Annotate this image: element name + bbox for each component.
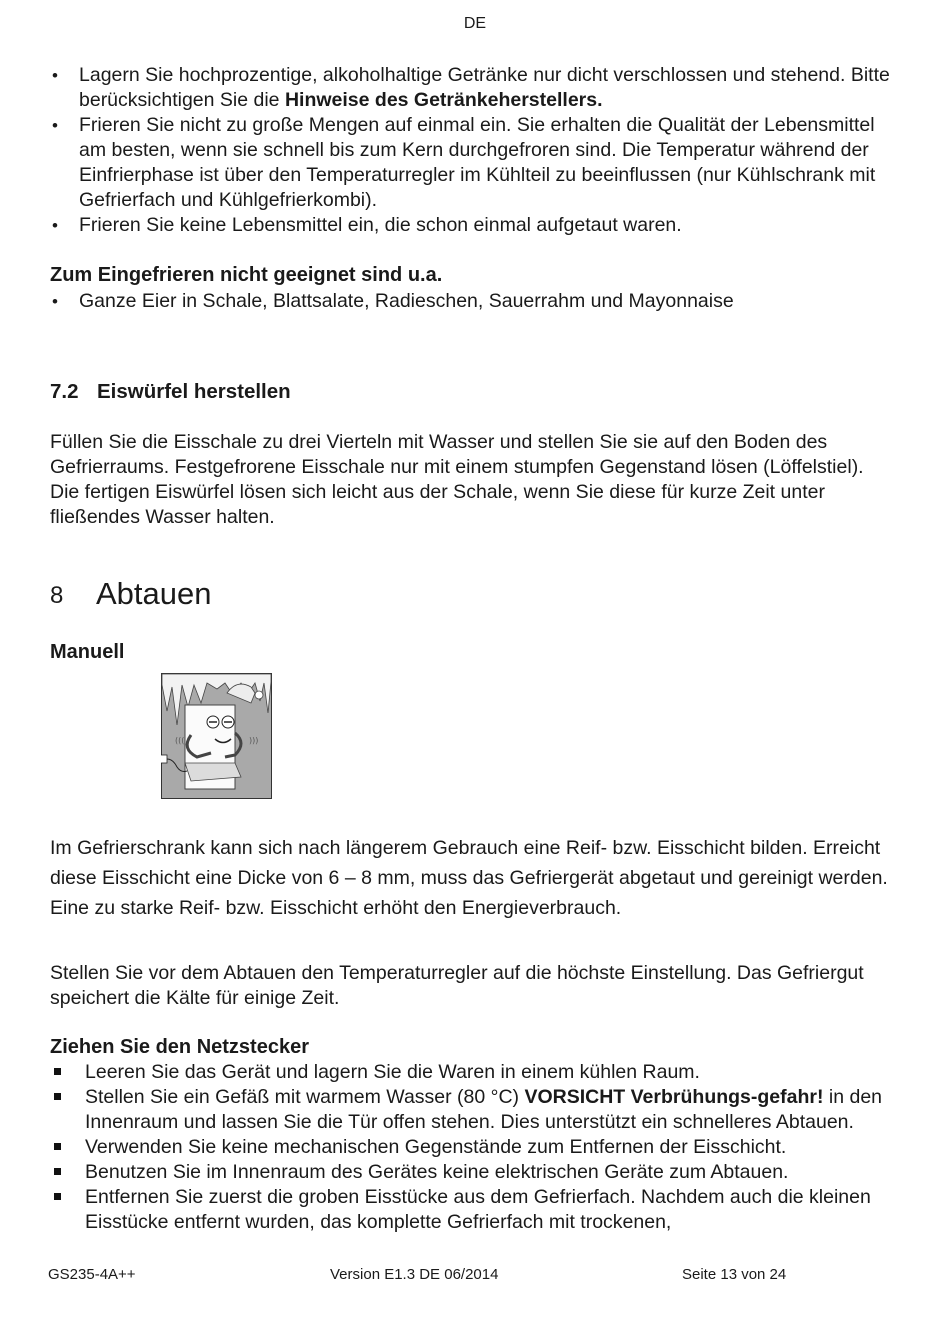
list-item [50, 1060, 890, 1085]
list-item-text: Leeren Sie das Gerät und lagern Sie die Waren in einem kühlen Raum. [85, 1061, 700, 1083]
frozen-freezer-illustration [161, 673, 272, 799]
section-number: 7.2 [50, 380, 79, 403]
list-item-text: Lagern Sie hochprozentige, alkoholhaltige Getränke nur dicht verschlossen und stehend. Bitte berücksichtigen Sie die [79, 64, 890, 111]
list-item-text: Verwenden Sie keine mechanischen Gegenstände zum Entfernen der Eisschicht. [85, 1136, 787, 1158]
storage-tips-list [50, 63, 890, 238]
list-item-text: Stellen Sie ein Gefäß mit warmem Wasser (80 °C) [85, 1086, 525, 1108]
not-suitable-list [50, 289, 890, 314]
defrost-steps-list [50, 1060, 890, 1235]
section-body: Füllen Sie die Eisschale zu drei Vierteln mit Wasser und stellen Sie sie auf den Boden des Gefrierraums. Festgefrorene Eisschale nur mit einem stumpfen Gegenstand lösen (Löffelstiel). Die fertigen Eiswürfel lösen sich leicht aus der Schale, wenn Sie diese für kurze Zeit unter fließendes Wasser halten. [50, 431, 864, 528]
list-item [50, 1135, 890, 1160]
svg-text:(((: ((( [175, 736, 185, 745]
list-item [50, 113, 890, 213]
frost-info-paragraph: Im Gefrierschrank kann sich nach längerem Gebrauch eine Reif- bzw. Eisschicht bilden. Erreicht diese Eisschicht eine Dicke von 6 – 8 mm, muss das Gefriergerät abgetaut und gereinigt werden. Eine zu starke Reif- bzw. Eisschicht erhöht den Energieverbrauch. [50, 837, 888, 919]
footer-page-number: Seite 13 von 24 [682, 1266, 787, 1283]
list-item-text: in den Innenraum und lassen Sie die Tür offen stehen. Dies unterstützt ein schnelleres Abtauen. [85, 1086, 883, 1133]
footer-model: GS235-4A++ [48, 1266, 136, 1283]
list-item [50, 213, 890, 238]
thermostat-paragraph: Stellen Sie vor dem Abtauen den Temperaturregler auf die höchste Einstellung. Das Gefriergut speichert die Kälte für einige Zeit. [50, 962, 864, 1009]
not-suitable-heading: Zum Eingefrieren nicht geeignet sind u.a. [50, 264, 443, 286]
list-item-text: Benutzen Sie im Innenraum des Gerätes keine elektrischen Geräte zum Abtauen. [85, 1161, 789, 1183]
list-item-text: Frieren Sie keine Lebensmittel ein, die schon einmal aufgetaut waren. [79, 214, 682, 236]
manual-subheading: Manuell [50, 641, 125, 663]
chapter-title: Abtauen [96, 576, 212, 611]
warning-text: VORSICHT Verbrühungs-gefahr! [524, 1086, 824, 1108]
list-item [50, 63, 890, 113]
list-item-text: Frieren Sie nicht zu große Mengen auf einmal ein. Sie erhalten die Qualität der Lebensmittel am besten, wenn sie schnell bis zum Kern durchgefroren sind. Die Temperatur während der Einfrierphase ist über den Temperaturregler im Kühlteil zu beeinflussen (nur Kühlschrank mit Gefrierfach und Kühlgefrierkombi). [79, 114, 876, 211]
svg-text:))): ))) [249, 736, 259, 745]
list-item-bold: Hinweise des Getränkeherstellers. [284, 89, 603, 111]
unplug-heading: Ziehen Sie den Netzstecker [50, 1036, 309, 1058]
list-item [50, 289, 890, 314]
list-item-text: Entfernen Sie zuerst die groben Eisstücke aus dem Gefrierfach. Nachdem auch die kleinen Eisstücke entfernt wurden, das komplette Gefrierfach mit trockenen, [85, 1186, 871, 1233]
footer-version: Version E1.3 DE 06/2014 [330, 1266, 499, 1283]
list-item-text: Ganze Eier in Schale, Blattsalate, Radieschen, Sauerrahm und Mayonnaise [79, 290, 734, 312]
section-title: Eiswürfel herstellen [97, 380, 291, 403]
chapter-number: 8 [50, 582, 64, 609]
language-label: DE [463, 15, 487, 32]
list-item [50, 1185, 890, 1235]
list-item [50, 1085, 890, 1135]
list-item [50, 1160, 890, 1185]
